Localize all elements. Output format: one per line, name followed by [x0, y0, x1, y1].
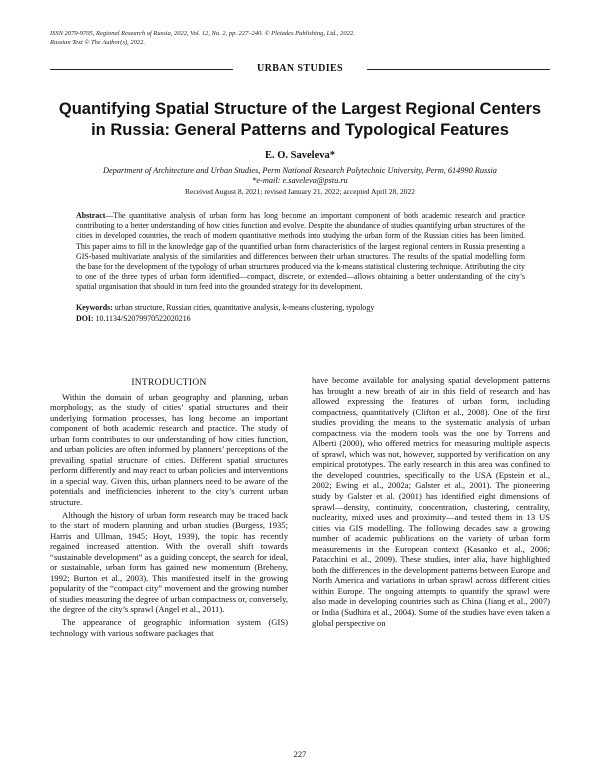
abstract-text: —The quantitative analysis of urban form has long become an important component of both academic research and practice contributing to a better understanding of how cities function and evolve. Despite the abundance of studies quantifying urban structures of the cities in developed countries, the reach of modern quantitative methods into studying the urban form of the Russian cities has been limited. This paper aims to fill in the knowledge gap of the quantified urban form characteristics of the largest regional centers in Russia presenting a GIS-based multivariate analysis of the similarities and differences between their urban structures. The results of the spatial modelling form the base for the development of the typology of urban structures produced via the k-means statistical clustering technique. Attributing the city to one of the three types of urban form identified—compact, discrete, or extended—allows obtaining a better understanding of the city’s spatial organisation that should in turn feed into the grounded strategy for its development.	[76, 211, 525, 292]
author: E. O. Saveleva*	[265, 150, 335, 161]
abstract-label: Abstract	[76, 211, 106, 220]
keywords	[76, 303, 525, 314]
page-number: 227	[293, 749, 307, 759]
journal-header-line-1: ISSN 2079-9705, Regional Research of Russia, 2022, Vol. 12, No. 2, pp. 227–240. © Pleiades Publishing, Ltd., 2022.	[50, 30, 355, 37]
intro-paragraph-3: The appearance of geographic information system (GIS) technology with various software packages that	[50, 617, 288, 638]
intro-paragraph-2: Although the history of urban form research may be traced back to the start of modern planning and urban studies (Burgess, 1935; Harris and Ullman, 1945; Hoyt, 1939), the topic has recently regained increased attention. With the overall shift towards “sustainable development” as a guiding concept, the search for ideal, or sustainable, urban form has gained new momentum (Breheny, 1992; Burton et al., 2003). This manifested itself in the growing popularity of the “compact city” movement and the growing number of studies measuring the degree of urban compactness or, conversely, the degree of the city’s sprawl (Angel et al., 2011).	[50, 509, 288, 615]
right-column	[312, 375, 550, 628]
doi-label: DOI:	[76, 313, 94, 323]
journal-header-line-2: Russian Text © The Author(s), 2022.	[50, 38, 146, 46]
doi-text: 10.1134/S2079970522020216	[95, 313, 191, 323]
dates: Received August 8, 2021; revised January 21, 2022; accepted April 28, 2022	[185, 187, 415, 196]
abstract	[76, 211, 525, 293]
paper-title: Quantifying Spatial Structure of the Largest Regional Centers in Russia: General Patterns and Typological Features	[58, 100, 542, 139]
introduction-heading: INTRODUCTION	[131, 378, 207, 388]
keywords-text: urban structure, Russian cities, quantitative analysis, k-means clustering, typology	[114, 303, 375, 312]
left-column	[50, 378, 288, 638]
journal-header	[50, 30, 355, 47]
affiliation: Department of Architecture and Urban Studies, Perm National Research Polytechnic University, Perm, 614990 Russia	[103, 166, 497, 175]
section-label-text: URBAN STUDIES	[256, 63, 344, 74]
email: *e-mail: e.saveleva@pstu.ru	[252, 176, 348, 185]
intro-paragraph-1: Within the domain of urban geography and planning, urban morphology, as the study of cities’ spatial structures and their underlying formation processes, has long become an important component of both academic research and practice. The study of urban form contributes to our understanding of how cities function, and urban policies are often informed by planners’ perceptions of the prevailing spatial structure of cities. Different spatial structures perform differently and may react to urban policies and interventions in a special way. Given this, urban planners need to be aware of the potentials and inefficiencies inherent to the city’s current urban structure.	[50, 391, 288, 508]
doi	[76, 314, 525, 325]
affiliation-block	[50, 166, 550, 186]
keywords-label: Keywords:	[76, 303, 113, 312]
keywords-block	[76, 303, 525, 324]
intro-paragraph-4: have become available for analysing spatial development patterns has brought a new breath of air in this field of research and has allowed expressing the features of urban form, including compactness, quantitatively (Clifton et al., 2008). One of the first studies providing the means to the systematic analysis of urban compactness via the modern tools was the one by Torrens and Alberti (2000), who offered metrics for measuring multiple aspects of sprawl, which was not, however, supported by verification on any empirical prototypes. The early research in this area was confined to the developed countries, specifically to the USA (Epstein et al., 2002; Ewing et al., 2002a; Galster et al., 2001). The pioneering study by Galster et al. (2001) has identified eight dimensions of sprawl—density, continuity, concentration, clustering, centrality, nuclearity, mixed uses and proximity—and tested them in 13 US cities via GIS modelling. The following decades saw a growing number of academic publications on the variety of urban form measurements in the European context (Kasanko et al., 2006; Patacchini et al., 2009). These studies, inter alia, have highlighted both the differences in the development patterns between Europe and North America and variations in urban sprawl across different cities within Europe. The ongoing attempts to quantify the sprawl were also made in developing countries such as China (Jiang et al., 2007) or India (Sudhira et al., 2004). Some of the studies have even taken a global perspective on	[312, 375, 550, 628]
